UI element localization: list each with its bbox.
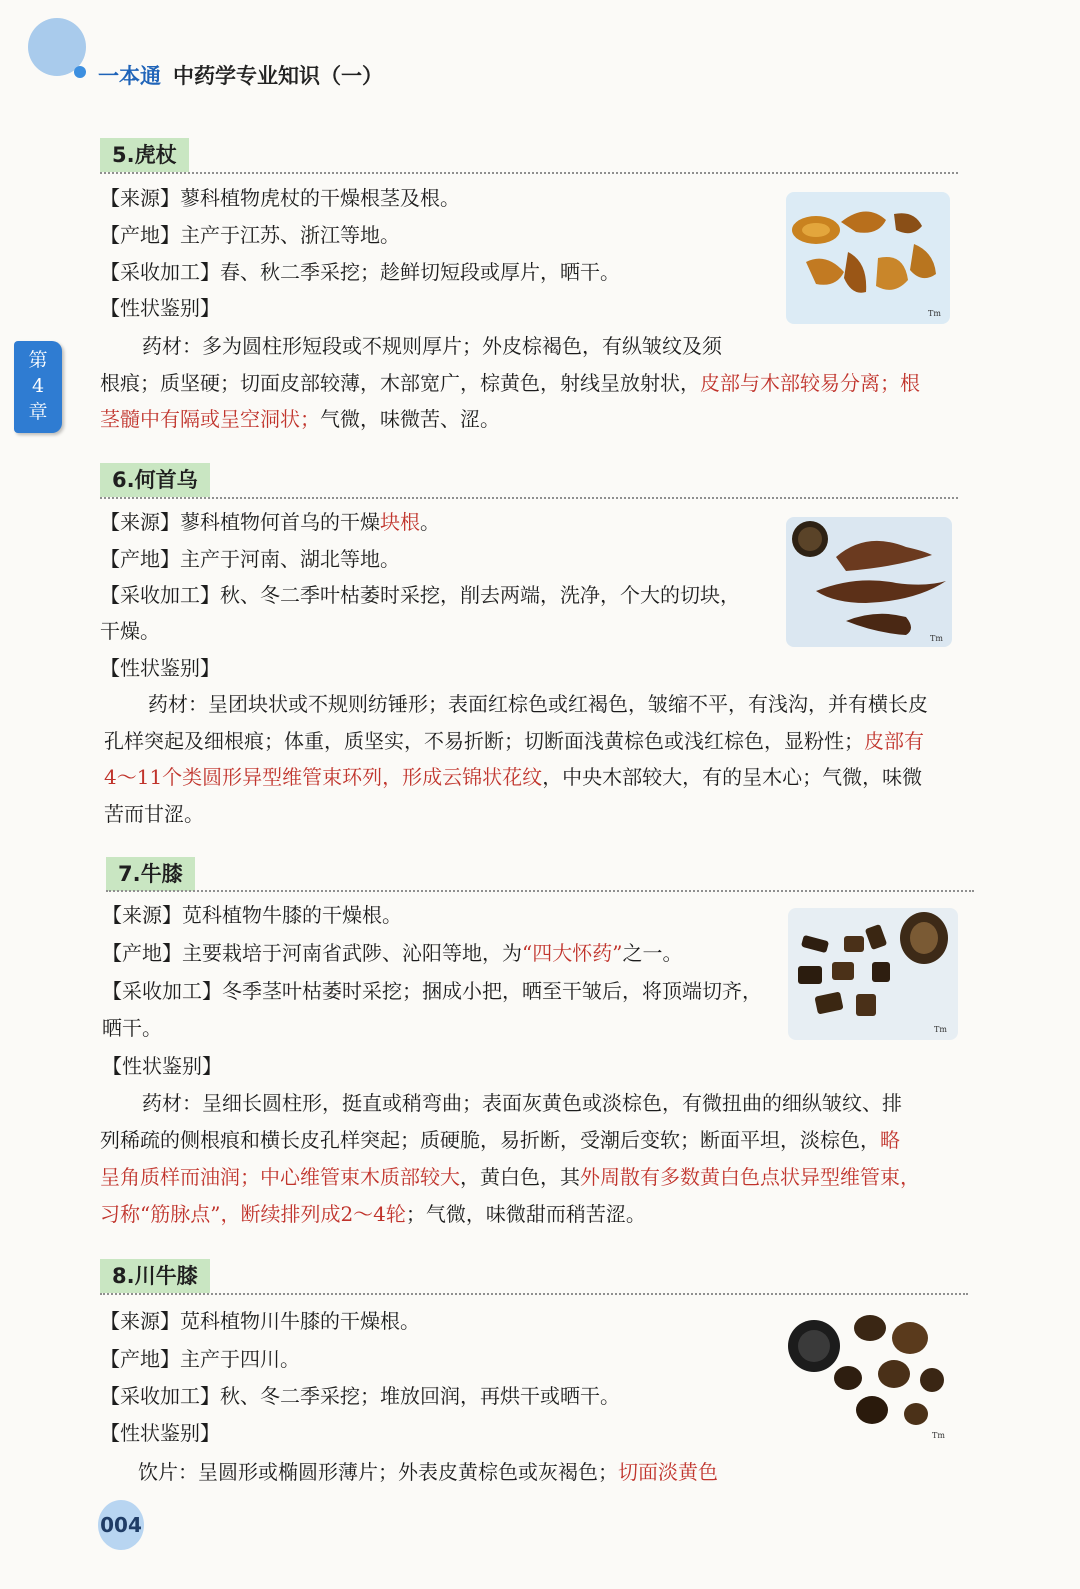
- text-line: 【产地】主产于河南、湖北等地。: [100, 547, 400, 571]
- section-divider: [100, 1293, 968, 1295]
- header-brand: 一本通: [98, 64, 161, 88]
- text-line: 【来源】苋科植物川牛膝的干燥根。: [100, 1309, 420, 1333]
- svg-text:Tm: Tm: [932, 1431, 945, 1440]
- running-header: [98, 60, 383, 90]
- huzhang-photo: [786, 192, 950, 324]
- text-line: 呈角质样而油润；中心维管束木质部较大，黄白色，其外周散有多数黄白色点状异型维管束，: [100, 1165, 920, 1189]
- text-line: 根痕；质坚硬；切面皮部较薄，木部宽广，棕黄色，射线呈放射状，皮部与木部较易分离；根: [100, 371, 920, 395]
- text-line: 【产地】主产于四川。: [100, 1347, 300, 1371]
- text-line: 【性状鉴别】: [102, 1054, 222, 1078]
- svg-text:Tm: Tm: [930, 634, 943, 643]
- section-title-6: 6.何首乌: [100, 463, 210, 497]
- text-line: 【性状鉴别】: [100, 656, 220, 680]
- header-decor-dot: [74, 66, 86, 78]
- text-line: 【性状鉴别】: [100, 1421, 220, 1445]
- text-line: 【性状鉴别】: [100, 296, 220, 320]
- svg-text:Tm: Tm: [934, 1025, 947, 1034]
- text-line: 【采收加工】秋、冬二季叶枯萎时采挖，削去两端，洗净，个大的切块，: [100, 583, 740, 607]
- text-line: 药材：多为圆柱形短段或不规则厚片；外皮棕褐色，有纵皱纹及须: [142, 334, 722, 358]
- text-line: 孔样突起及细根痕；体重，质坚实，不易折断；切断面浅黄棕色或浅红棕色，显粉性；皮部有: [104, 729, 924, 753]
- page-number: 004: [98, 1500, 144, 1550]
- text-line: 【产地】主产于江苏、浙江等地。: [100, 223, 400, 247]
- svg-text:Tm: Tm: [928, 309, 941, 318]
- text-line: 苦而甘涩。: [104, 802, 204, 826]
- section-title-8: 8.川牛膝: [100, 1259, 210, 1293]
- section-divider: [100, 172, 958, 174]
- text-line: 【来源】蓼科植物虎杖的干燥根茎及根。: [100, 186, 460, 210]
- chapter-tab: [14, 341, 62, 433]
- heshouwu-photo: [786, 517, 952, 647]
- text-line: 4～11个类圆形异型维管束环列，形成云锦状花纹，中央木部较大，有的呈木心；气微，味微: [104, 765, 923, 789]
- chuanniuxi-photo: [786, 1310, 952, 1442]
- text-line: 干燥。: [100, 619, 160, 643]
- text-line: 【产地】主要栽培于河南省武陟、沁阳等地，为“四大怀药”之一。: [102, 941, 683, 965]
- text-line: 习称“筋脉点”，断续排列成2～4轮；气微，味微甜而稍苦涩。: [100, 1202, 646, 1226]
- header-title: 中药学专业知识（一）: [173, 64, 383, 88]
- text-line: 【采收加工】秋、冬二季采挖；堆放回润，再烘干或晒干。: [100, 1384, 620, 1408]
- text-line: 药材：呈团块状或不规则纺锤形；表面红棕色或红褐色，皱缩不平，有浅沟，并有横长皮: [148, 692, 928, 716]
- text-line: 晒干。: [102, 1016, 162, 1040]
- text-line: 【来源】蓼科植物何首乌的干燥块根。: [100, 510, 440, 534]
- text-line: 茎髓中有隔或呈空洞状；气微，味微苦、涩。: [100, 407, 500, 431]
- text-line: 【采收加工】冬季茎叶枯萎时采挖；捆成小把，晒至干皱后，将顶端切齐，: [102, 979, 762, 1003]
- section-title-5: 5.虎杖: [100, 138, 189, 172]
- text-line: 【来源】苋科植物牛膝的干燥根。: [102, 903, 402, 927]
- text-line: 饮片：呈圆形或椭圆形薄片；外表皮黄棕色或灰褐色；切面淡黄色: [138, 1460, 718, 1484]
- niuxi-photo: [788, 908, 958, 1040]
- text-line: 列稀疏的侧根痕和横长皮孔样突起；质硬脆，易折断，受潮后变软；断面平坦，淡棕色，略: [100, 1128, 900, 1152]
- chapter-tab-char: 4: [31, 375, 45, 397]
- chapter-tab-char: 章: [28, 401, 48, 423]
- chapter-tab-char: 第: [28, 349, 48, 371]
- section-divider: [100, 497, 958, 499]
- text-line: 【采收加工】春、秋二季采挖；趁鲜切短段或厚片，晒干。: [100, 260, 620, 284]
- text-line: 药材：呈细长圆柱形，挺直或稍弯曲；表面灰黄色或淡棕色，有微扭曲的细纵皱纹、排: [142, 1091, 902, 1115]
- section-title-7: 7.牛膝: [106, 857, 195, 891]
- section-divider: [106, 890, 974, 892]
